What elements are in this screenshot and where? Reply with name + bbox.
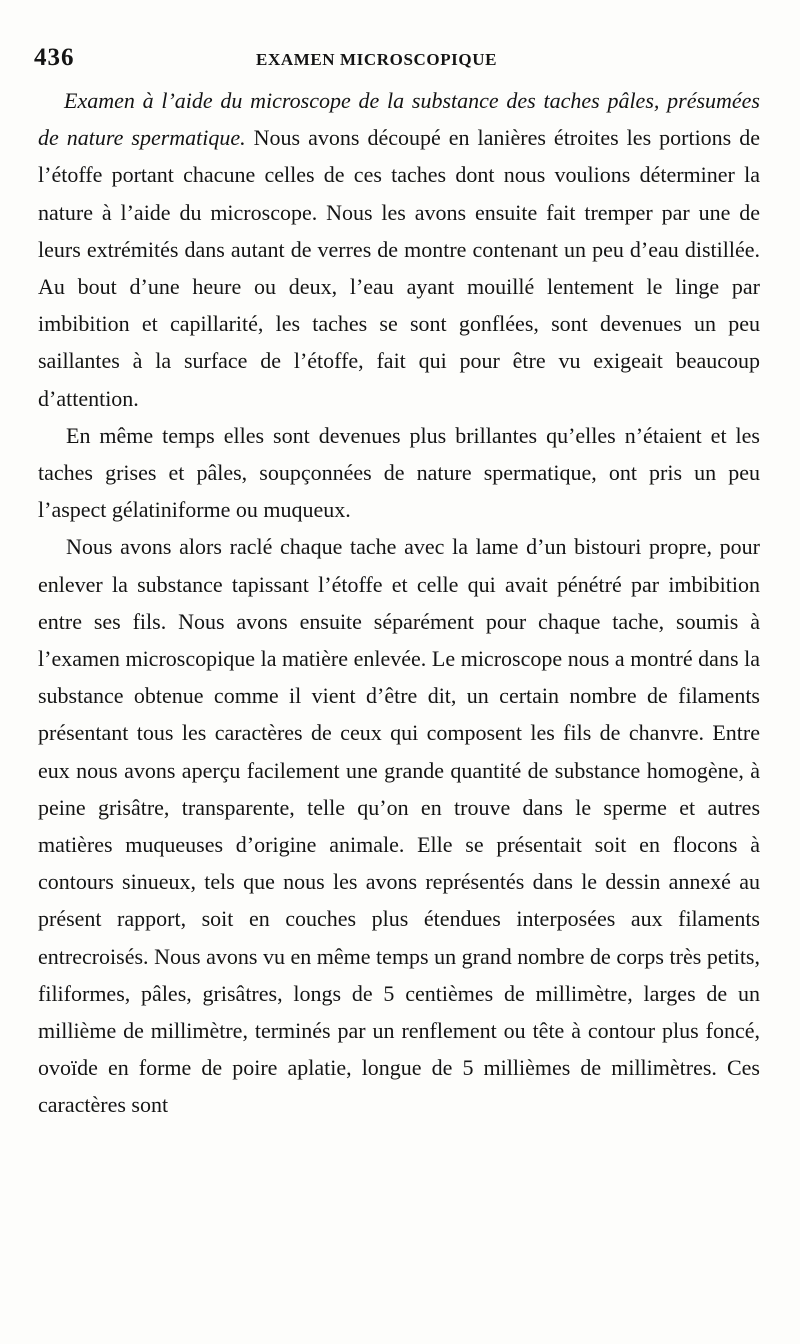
paragraph-3-text: Nous avons alors raclé chaque tache avec la lame d’un bistouri propre, pour enlever la substance tapissant l’étoffe et celle qui avait pénétré par imbibition entre ses fils. Nous avons ensuite séparément pour chaque tache, soumis à l’examen microscopique la matière enlevée. Le microscope nous a montré dans la substance obtenue comme il vient d’être dit, un certain nombre de filaments présentant tous les caractères de ceux qui composent les fils de chanvre. Entre eux nous avons aperçu facilement une grande quantité de substance homogène, à peine grisâtre, transparente, telle qu’on en trouve dans le sperme et autres matières muqueuses d’origine animale. Elle se présentait soit en flocons à contours sinueux, tels que nous les avons représentés dans le dessin annexé au présent rapport, soit en couches plus étendues interposées aux filaments entrecroisés. Nous avons vu en même temps un grand nombre de corps très petits, filiformes, pâles, grisâtres, longs de 5 centièmes de millimètre, larges de un millième de millimètre, terminés par un renflement ou tête à contour plus foncé, ovoïde en forme de poire aplatie, longue de 5 millièmes de millimètres. Ces caractères sont [38, 534, 760, 1118]
paragraph-3 [38, 528, 760, 1123]
paragraph-2 [38, 417, 760, 529]
body-text [38, 82, 760, 1124]
page-header [34, 44, 774, 76]
paragraph-1-italic-lead: Examen à l’aide du microscope de la substance des taches pâles, présumées de nature spermatique. [38, 88, 760, 151]
paragraph-2-text: En même temps elles sont devenues plus brillantes qu’elles n’étaient et les taches grises et pâles, soupçonnées de nature spermatique, ont pris un peu l’aspect gélatiniforme ou muqueux. [38, 422, 760, 523]
paragraph-1-text: Nous avons découpé en lanières étroites les portions de l’étoffe portant chacune celles de ces taches dont nous voulions déterminer la nature à l’aide du microscope. Nous les avons ensuite fait tremper par une de leurs extrémités dans autant de verres de montre contenant un peu d’eau distillée. Au bout d’une heure ou deux, l’eau ayant mouillé lentement le linge par imbibition et capillarité, les taches se sont gonflées, sont devenues un peu saillantes à la surface de l’étoffe, fait qui pour être vu exigeait beaucoup d’attention. [38, 125, 761, 411]
page-number: 436 [34, 44, 75, 71]
running-title: EXAMEN MICROSCOPIQUE [256, 50, 498, 69]
paragraph-1 [38, 82, 760, 417]
